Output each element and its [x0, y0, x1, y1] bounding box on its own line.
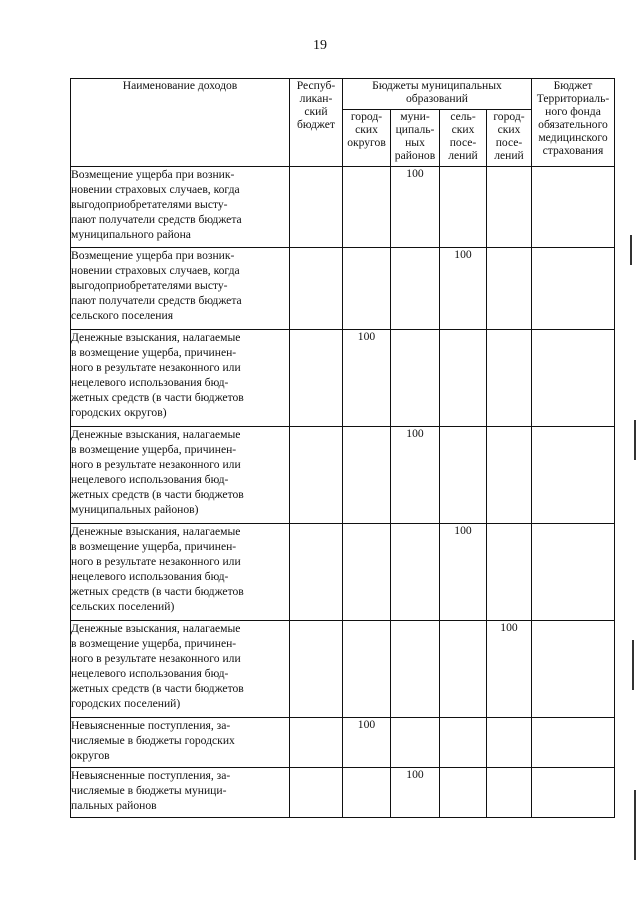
table-row	[71, 427, 615, 524]
revenue-distribution-table	[70, 78, 615, 818]
city-districts-value: 100	[343, 330, 391, 427]
rural-settlements-value	[440, 167, 487, 248]
rural-settlements-value	[440, 330, 487, 427]
tfoms-value	[532, 621, 615, 718]
urban-settlements-value	[487, 718, 532, 768]
header-municipal-districts: муни- ципаль- ных районов	[391, 110, 440, 167]
republic-value	[290, 524, 343, 621]
rural-settlements-value	[440, 621, 487, 718]
municipal-districts-value	[391, 330, 440, 427]
municipal-districts-value: 100	[391, 768, 440, 818]
header-urban-settlements: город- ских посе- лений	[487, 110, 532, 167]
revenue-name-cell: Денежные взыскания, налагаемые в возмещение ущерба, причинен- ного в результате незаконного или нецелевого использования бюд- жетных средств (в части бюджетов городских округов)	[71, 330, 290, 427]
scan-edge-mark	[630, 235, 632, 265]
table-row	[71, 621, 615, 718]
scan-edge-mark	[634, 420, 636, 460]
republic-value	[290, 330, 343, 427]
rural-settlements-value: 100	[440, 524, 487, 621]
header-revenue-name: Наименование доходов	[71, 79, 290, 167]
header-tfoms-budget: Бюджет Территориаль- ного фонда обязательного медицинского страхования	[532, 79, 615, 167]
tfoms-value	[532, 718, 615, 768]
republic-value	[290, 718, 343, 768]
city-districts-value	[343, 427, 391, 524]
urban-settlements-value	[487, 248, 532, 330]
urban-settlements-value	[487, 524, 532, 621]
revenue-name-cell: Возмещение ущерба при возник- новении страховых случаев, когда выгодоприобретателями высту- пают получатели средств бюджета муниципального района	[71, 167, 290, 248]
scan-edge-mark	[632, 640, 634, 690]
table-row	[71, 330, 615, 427]
municipal-districts-value	[391, 524, 440, 621]
urban-settlements-value	[487, 330, 532, 427]
header-republic-budget: Респуб- ликан- ский бюджет	[290, 79, 343, 167]
urban-settlements-value	[487, 167, 532, 248]
table-row	[71, 524, 615, 621]
city-districts-value: 100	[343, 718, 391, 768]
tfoms-value	[532, 330, 615, 427]
revenue-name-cell: Денежные взыскания, налагаемые в возмещение ущерба, причинен- ного в результате незаконного или нецелевого использования бюд- жетных средств (в части бюджетов городских поселений)	[71, 621, 290, 718]
tfoms-value	[532, 524, 615, 621]
urban-settlements-value: 100	[487, 621, 532, 718]
city-districts-value	[343, 621, 391, 718]
city-districts-value	[343, 167, 391, 248]
revenue-name-cell: Денежные взыскания, налагаемые в возмещение ущерба, причинен- ного в результате незаконного или нецелевого использования бюд- жетных средств (в части бюджетов сельских поселений)	[71, 524, 290, 621]
tfoms-value	[532, 768, 615, 818]
rural-settlements-value: 100	[440, 248, 487, 330]
city-districts-value	[343, 524, 391, 621]
rural-settlements-value	[440, 718, 487, 768]
header-rural-settlements: сель- ских посе- лений	[440, 110, 487, 167]
revenue-name-cell: Возмещение ущерба при возник- новении страховых случаев, когда выгодоприобретателями высту- пают получатели средств бюджета сельского поселения	[71, 248, 290, 330]
table-row	[71, 167, 615, 248]
municipal-districts-value	[391, 621, 440, 718]
rural-settlements-value	[440, 427, 487, 524]
tfoms-value	[532, 427, 615, 524]
tfoms-value	[532, 167, 615, 248]
table-row	[71, 248, 615, 330]
republic-value	[290, 248, 343, 330]
rural-settlements-value	[440, 768, 487, 818]
municipal-districts-value	[391, 248, 440, 330]
header-city-districts: город- ских округов	[343, 110, 391, 167]
revenue-name-cell: Невыясненные поступления, за- числяемые в бюджеты муници- пальных районов	[71, 768, 290, 818]
republic-value	[290, 621, 343, 718]
scan-edge-mark	[634, 790, 636, 860]
page-number: 19	[313, 38, 327, 53]
municipal-districts-value	[391, 718, 440, 768]
city-districts-value	[343, 248, 391, 330]
city-districts-value	[343, 768, 391, 818]
municipal-districts-value: 100	[391, 427, 440, 524]
republic-value	[290, 768, 343, 818]
republic-value	[290, 427, 343, 524]
tfoms-value	[532, 248, 615, 330]
republic-value	[290, 167, 343, 248]
table-row	[71, 718, 615, 768]
revenue-name-cell: Невыясненные поступления, за- числяемые в бюджеты городских округов	[71, 718, 290, 768]
urban-settlements-value	[487, 427, 532, 524]
revenue-name-cell: Денежные взыскания, налагаемые в возмещение ущерба, причинен- ного в результате незаконного или нецелевого использования бюд- жетных средств (в части бюджетов муниципальных районов)	[71, 427, 290, 524]
municipal-districts-value: 100	[391, 167, 440, 248]
header-municipal-budgets: Бюджеты муниципальных образований	[343, 79, 532, 110]
table-row	[71, 768, 615, 818]
urban-settlements-value	[487, 768, 532, 818]
